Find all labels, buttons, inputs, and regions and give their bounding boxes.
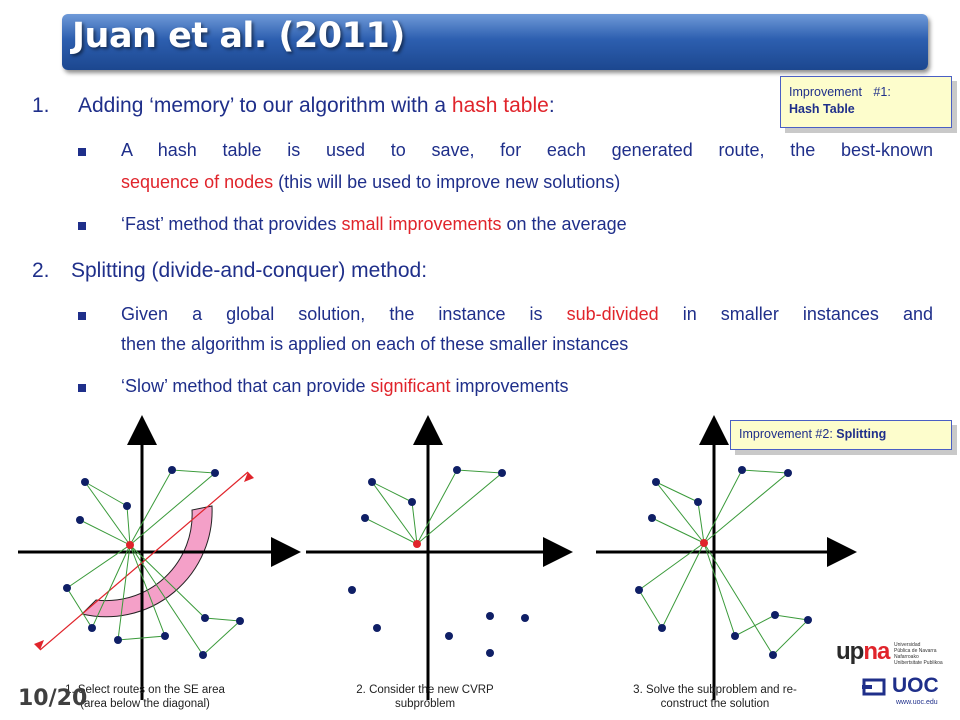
callout-2-bold: Splitting [836, 427, 887, 441]
upna-sub-2: Pública de Navarra [894, 648, 937, 654]
upna-sub-1: Universidad [894, 642, 921, 648]
caption-3-line-2: construct the solution [660, 698, 770, 710]
item-2-heading: Splitting (divide-and-conquer) method: [71, 259, 428, 282]
item-1-bullet-2-post: on the average [501, 214, 627, 234]
callout-1-line-1: Improvement #1: [789, 85, 891, 99]
diagonal-line [40, 472, 248, 650]
item-1-bullet-1-line-1: A hash table is used to save, for each generated route, the best-known [121, 140, 933, 160]
item-1-bullet-1-post: (this will be used to improve new solutions) [273, 172, 621, 192]
item-2-bullet-1-line-2: then the algorithm is applied on each of these smaller instances [121, 334, 629, 354]
uoc-logo-url: www.uoc.edu [896, 699, 938, 706]
callout-2-prefix: Improvement #2: [739, 427, 837, 441]
item-1-bullet-2-highlight: small improvements [341, 214, 502, 234]
upna-logo-text [836, 638, 889, 666]
caption-2-line-1: 2. Consider the new CVRP [356, 684, 494, 696]
caption-1-line-1: 1. Select routes on the SE area [65, 684, 225, 696]
uoc-logo [862, 674, 946, 708]
upna-logo [836, 638, 946, 668]
diagram-1 [18, 430, 286, 700]
item-2-bullet-1-highlight: sub-divided [566, 304, 659, 324]
diagram-3 [596, 430, 842, 700]
caption-2 [325, 683, 525, 711]
upna-logo-up: up [836, 638, 864, 665]
caption-3 [600, 683, 830, 711]
item-1-number: 1. [32, 94, 50, 117]
item-1-heading-post: : [548, 94, 555, 117]
customer-nodes [635, 466, 812, 659]
slide-title: Juan et al. (2011) [72, 16, 405, 56]
customer-nodes [348, 466, 529, 657]
diagram-2 [306, 430, 558, 700]
depot-node [413, 540, 421, 548]
item-2-bullet-2-post: improvements [450, 376, 569, 396]
item-2-bullet-1-post: in smaller instances and [658, 304, 934, 324]
item-2-number: 2. [32, 259, 50, 282]
item-1-heading-pre: Adding ‘memory’ to our algorithm with a [78, 94, 452, 117]
uoc-logo-text: UOC [892, 674, 939, 697]
item-2-bullet-2-pre: ‘Slow’ method that can provide [121, 376, 371, 396]
item-2-bullet-1-pre: Given a global solution, the instance is [121, 304, 567, 324]
upna-sub-4: Unibertsitate Publikoa [894, 660, 943, 666]
item-1-bullet-2-pre: ‘Fast’ method that provides [121, 214, 342, 234]
customer-nodes [63, 466, 244, 659]
depot-node [700, 539, 708, 547]
caption-2-line-2: subproblem [394, 698, 456, 710]
page-number: 10/20 [18, 686, 88, 711]
uoc-logo-mark [862, 676, 890, 698]
upna-sub-3: Nafarroako [894, 654, 919, 660]
callout-1-line-2: Hash Table [789, 102, 855, 116]
depot-node [126, 541, 134, 549]
item-1-heading-highlight: hash table [451, 94, 549, 117]
upna-logo-na: na [863, 638, 890, 665]
caption-1-line-2: (area below the diagonal) [80, 698, 210, 710]
item-1-bullet-1-highlight: sequence of nodes [121, 172, 274, 192]
item-2-bullet-2-highlight: significant [370, 376, 451, 396]
upna-logo-subtitle [894, 642, 943, 666]
routes [365, 470, 502, 544]
caption-3-line-1: 3. Solve the subproblem and re- [633, 684, 797, 696]
